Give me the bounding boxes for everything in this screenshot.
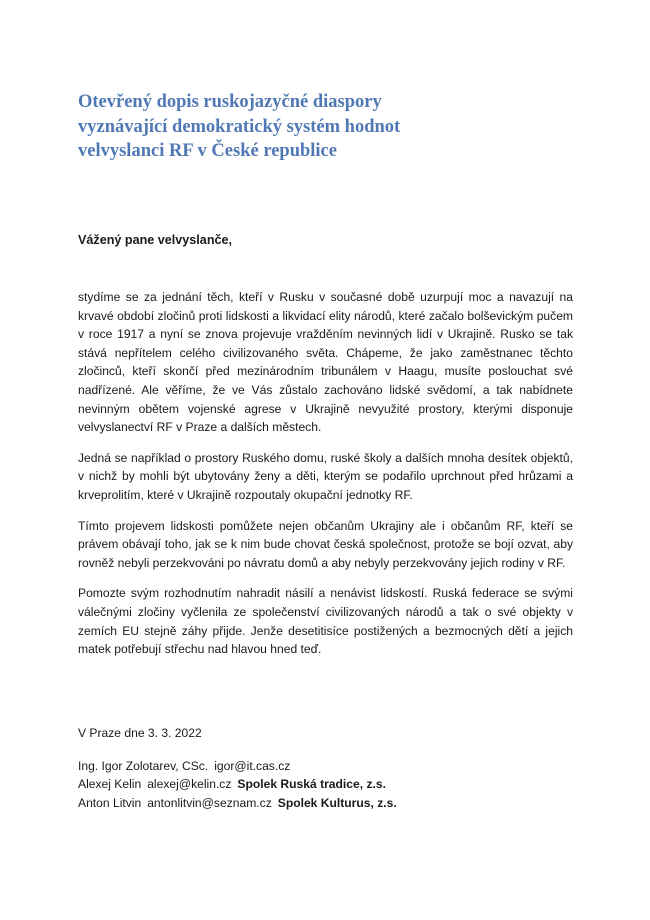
paragraph-3: Tímto projevem lidskosti pomůžete nejen občanům Ukrajiny ale i občanům RF, kteří se právem obávají toho, jak se k nim bude chovat česká společnost, protože se bojí ozvat, aby rovněž nebyli perzekvováni po návratu domů a aby nebyly perzekvovány jejich rodiny v RF. — [78, 518, 573, 570]
title-line-1: Otevřený dopis ruskojazyčné diaspory — [78, 92, 382, 112]
date-line: V Praze dne 3. 3. 2022 — [78, 726, 202, 740]
signatory-name: Anton Litvin — [78, 795, 142, 810]
signatory-email: igor@it.cas.cz — [214, 758, 291, 773]
salutation: Vážený pane velvyslanče, — [78, 233, 233, 247]
signatory-name: Alexej Kelin — [78, 777, 142, 792]
signatory-organization: Spolek Ruská tradice, z.s. — [237, 777, 386, 792]
signatory-2 — [78, 775, 578, 794]
paragraph-2: Jedná se například o prostory Ruského domu, ruské školy a dalších mnoha desítek objektů, v nichž by mohli být ubytovány ženy a děti, kterým se podařilo uprchnout před hrůzami a krveprolitím, které v Ukrajině rozpoutaly okupační jednotky RF. — [78, 450, 573, 502]
signatory-3 — [78, 794, 578, 813]
letter-title — [78, 90, 578, 164]
signatory-1 — [78, 757, 578, 776]
letter-closing — [78, 724, 578, 812]
letter-body — [78, 288, 573, 671]
paragraph-1: stydíme se za jednání těch, kteří v Rusku v současné době uzurpují moc a navazují na krvavé období zločinů proti lidskosti a likvidací elity národů, které začalo bolševickým pučem v roce 1917 a nyní se znova projevuje vražděním nevinných lidí v Ukrajině. Rusko se tak stává nepřítelem celého civilizovaného světa. Chápeme, že jako zaměstnanec těchto zločinců, kteří skončí před mezinárodním tribunálem v Haagu, musíte poslouchat své nadřízené. Ale věříme, že ve Vás zůstalo zachováno lidské svědomí, a tak nabídnete nevinným obětem vojenské agrese v Ukrajině nevyužité prostory, kterými disponuje velvyslanectví RF v Praze a dalších městech. — [78, 290, 573, 435]
signatory-email: antonlitvin@seznam.cz — [147, 795, 272, 810]
signatory-organization: Spolek Kulturus, z.s. — [277, 795, 397, 810]
title-line-3: velvyslanci RF v České republice — [78, 141, 337, 161]
signatory-name: Ing. Igor Zolotarev, CSc. — [78, 758, 209, 773]
paragraph-4: Pomozte svým rozhodnutím nahradit násilí a nenávist lidskostí. Ruská federace se svými válečnými zločiny vyčlenila ze společenství civilizovaných národů a tak o své objekty v zemích EU stejně záhy přijde. Jenže desetitisíce postižených a bezmocných dětí a jejich matek potřebují střechu nad hlavou hned teď. — [78, 586, 573, 657]
title-line-2: vyznávající demokratický systém hodnot — [78, 116, 401, 137]
signatory-email: alexej@kelin.cz — [147, 777, 232, 792]
